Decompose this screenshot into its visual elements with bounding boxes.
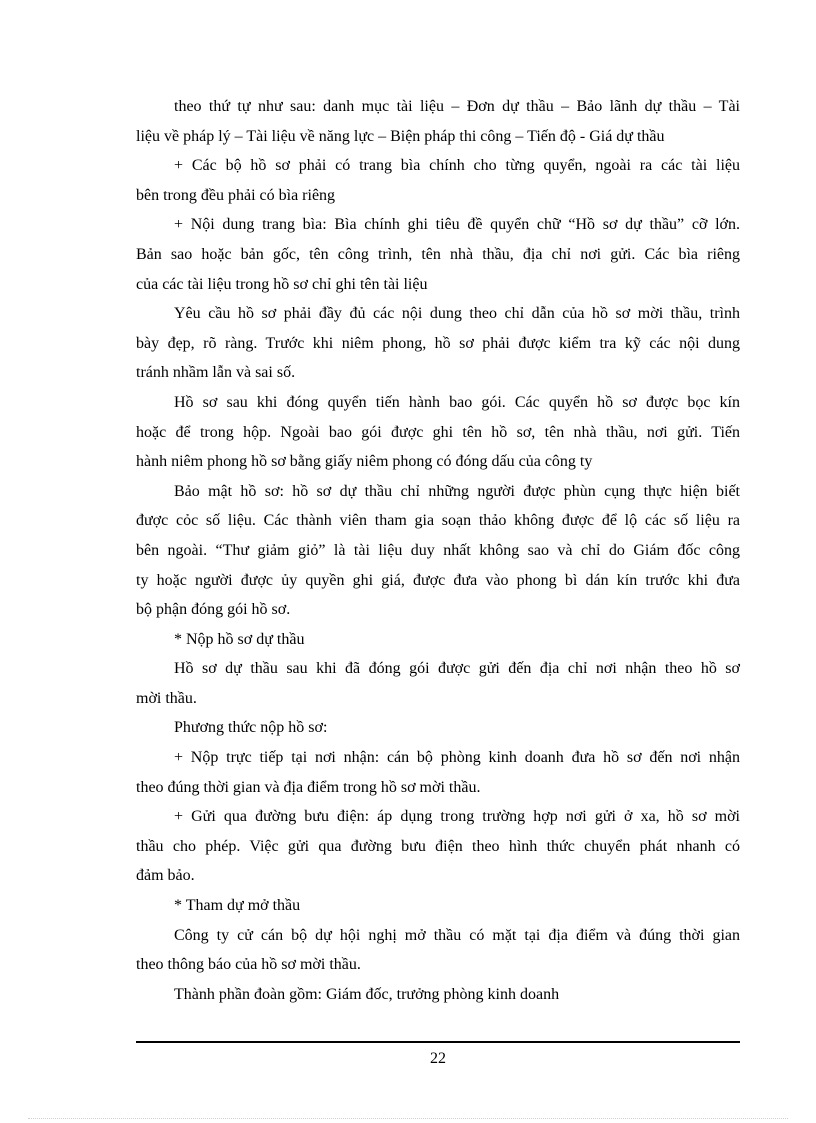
paragraph — [136, 743, 740, 802]
page-number: 22 — [430, 1050, 446, 1067]
text-line: ty hoặc người được ủy quyền ghi giá, được đưa vào phong bì dán kín trước khi đưa — [136, 571, 740, 589]
text-line: Thành phần đoàn gồm: Giám đốc, trưởng phòng kinh doanh — [174, 985, 560, 1003]
text-line: theo đúng thời gian và địa điểm trong hồ sơ mời thầu. — [136, 778, 481, 796]
text-line: tránh nhầm lẫn và sai số. — [136, 364, 296, 382]
paragraph — [136, 92, 740, 151]
body-text — [136, 92, 740, 1009]
paragraph — [136, 151, 740, 210]
footer-divider — [136, 1041, 740, 1043]
text-line: + Nộp trực tiếp tại nơi nhận: cán bộ phòng kinh doanh đưa hồ sơ đến nơi nhận — [174, 749, 740, 767]
page-edge-divider — [28, 1118, 788, 1119]
paragraph — [136, 802, 740, 891]
text-line: theo thông báo của hồ sơ mời thầu. — [136, 956, 361, 974]
text-line: được cỏc số liệu. Các thành viên tham gia soạn thảo không được để lộ các số liệu ra — [136, 512, 740, 530]
text-line: * Tham dự mở thầu — [174, 897, 301, 915]
text-line: hoặc để trong hộp. Ngoài bao gói được ghi tên hồ sơ, tên nhà thầu, nơi gửi. Tiến — [136, 423, 740, 441]
section-heading — [136, 625, 740, 655]
text-line: hành niêm phong hồ sơ bằng giấy niêm phong có đóng dấu của công ty — [136, 453, 593, 471]
text-line: + Gửi qua đường bưu điện: áp dụng trong trường hợp nơi gửi ở xa, hồ sơ mời — [174, 808, 740, 826]
text-line: Phương thức nộp hồ sơ: — [174, 719, 328, 737]
paragraph — [136, 299, 740, 388]
text-line: Bảo mật hồ sơ: hồ sơ dự thầu chỉ những người được phùn cụng thực hiện biết — [174, 482, 740, 500]
text-line: đảm bảo. — [136, 867, 195, 885]
text-line: liệu về pháp lý – Tài liệu về năng lực – Biện pháp thi công – Tiến độ - Giá dự thầu — [136, 127, 665, 145]
text-line: Yêu cầu hồ sơ phải đầy đủ các nội dung theo chỉ dẫn của hồ sơ mời thầu, trình — [174, 305, 740, 323]
text-line: + Nội dung trang bìa: Bìa chính ghi tiêu đề quyển chữ “Hồ sơ dự thầu” cỡ lớn. — [174, 216, 740, 234]
section-heading — [136, 891, 740, 921]
text-line: của các tài liệu trong hồ sơ chỉ ghi tên tài liệu — [136, 275, 428, 293]
paragraph — [136, 980, 740, 1010]
text-line: theo thứ tự như sau: danh mục tài liệu – Đơn dự thầu – Bảo lãnh dự thầu – Tài — [174, 98, 740, 115]
text-line: bộ phận đóng gói hồ sơ. — [136, 601, 291, 619]
paragraph — [136, 388, 740, 477]
text-line: bày đẹp, rõ ràng. Trước khi niêm phong, hồ sơ phải được kiểm tra kỹ các nội dung — [136, 334, 740, 352]
text-line: bên trong đều phải có bìa riêng — [136, 186, 336, 204]
paragraph — [136, 210, 740, 299]
text-line: Hồ sơ sau khi đóng quyển tiến hành bao gói. Các quyển hồ sơ được bọc kín — [174, 393, 740, 411]
text-line: Công ty cử cán bộ dự hội nghị mở thầu có mặt tại địa điểm và đúng thời gian — [174, 926, 740, 944]
text-line: Bản sao hoặc bản gốc, tên công trình, tên nhà thầu, địa chỉ nơi gửi. Các bìa riêng — [136, 245, 740, 263]
paragraph — [136, 713, 740, 743]
text-line: Hồ sơ dự thầu sau khi đã đóng gói được gửi đến địa chỉ nơi nhận theo hồ sơ — [174, 660, 740, 678]
paragraph — [136, 654, 740, 713]
text-line: mời thầu. — [136, 689, 197, 707]
text-line: thầu cho phép. Việc gửi qua đường bưu điện theo hình thức chuyển phát nhanh có — [136, 837, 740, 855]
paragraph — [136, 921, 740, 980]
text-line: bên ngoài. “Thư giảm giỏ” là tài liệu duy nhất không sao và chỉ do Giám đốc công — [136, 541, 740, 559]
text-line: * Nộp hồ sơ dự thầu — [174, 630, 305, 648]
paragraph — [136, 477, 740, 625]
text-line: + Các bộ hồ sơ phải có trang bìa chính cho từng quyển, ngoài ra các tài liệu — [174, 157, 740, 175]
